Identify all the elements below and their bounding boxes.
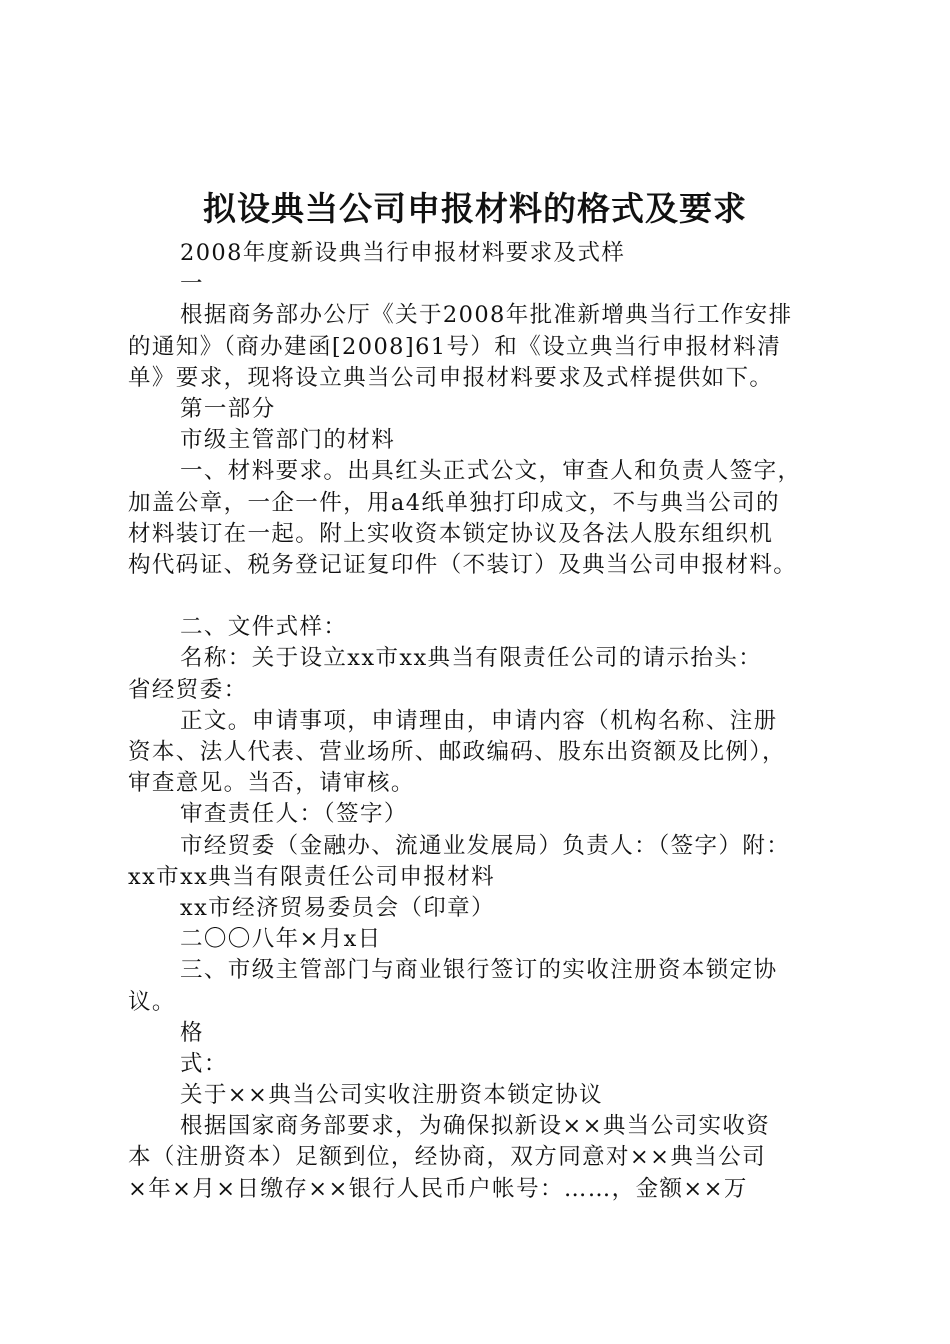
text-line: xx市经济贸易委员会（印章）: [180, 894, 495, 921]
text-line: 审查责任人：（签字）: [180, 801, 408, 828]
text-line: 市经贸委（金融办、流通业发展局）负责人：（签字）附：: [180, 832, 791, 859]
text-line: 审查意见。当否，请审核。: [128, 770, 415, 797]
text-line: 市级主管部门的材料: [180, 427, 396, 454]
text-line: 名称：关于设立xx市xx典当有限责任公司的请示抬头：: [180, 645, 763, 672]
blank-line: [128, 581, 848, 612]
text-line: 第一部分: [180, 395, 276, 422]
text-line: ×年×月×日缴存××银行人民币户帐号：……，金额××万: [128, 1175, 748, 1202]
text-line: 议。: [128, 988, 176, 1015]
document-body: [128, 238, 848, 1205]
text-line: 二〇〇八年×月x日: [180, 926, 382, 953]
text-line: 构代码证、税务登记证复印件（不装订）及典当公司申报材料。: [128, 551, 798, 578]
text-line: 一: [180, 271, 204, 298]
text-line: 三、市级主管部门与商业银行签订的实收注册资本锁定协: [180, 957, 778, 984]
text-line: 关于××典当公司实收注册资本锁定协议: [180, 1082, 603, 1109]
text-line: 式：: [180, 1050, 228, 1077]
text-line: 根据国家商务部要求，为确保拟新设××典当公司实收资: [180, 1113, 771, 1140]
text-line: xx市xx典当有限责任公司申报材料: [128, 863, 496, 890]
text-line: 正文。申请事项，申请理由，申请内容（机构名称、注册: [180, 707, 778, 734]
page-title: 拟设典当公司申报材料的格式及要求: [203, 189, 747, 228]
text-line: 根据商务部办公厅《关于2008年批准新增典当行工作安排: [180, 302, 793, 329]
text-line: 2008年度新设典当行申报材料要求及式样: [180, 240, 626, 266]
text-line: 省经贸委：: [128, 676, 248, 703]
text-line: 本（注册资本）足额到位，经协商，双方同意对××典当公司: [128, 1144, 767, 1171]
text-line: 一、材料要求。出具红头正式公文，审查人和负责人签字，: [180, 458, 802, 485]
text-line: 加盖公章，一企一件，用a4纸单独打印成文，不与典当公司的: [128, 489, 780, 516]
text-line: 格: [180, 1019, 204, 1046]
text-line: 二、文件式样：: [180, 614, 348, 641]
text-line: 材料装订在一起。附上实收资本锁定协议及各法人股东组织机: [128, 520, 774, 547]
text-line: 的通知》（商办建函[2008]61号）和《设立典当行申报材料清: [128, 333, 782, 360]
text-line: 单》要求，现将设立典当公司申报材料要求及式样提供如下。: [128, 364, 774, 391]
text-line: 资本、法人代表、营业场所、邮政编码、股东出资额及比例），: [128, 739, 786, 765]
